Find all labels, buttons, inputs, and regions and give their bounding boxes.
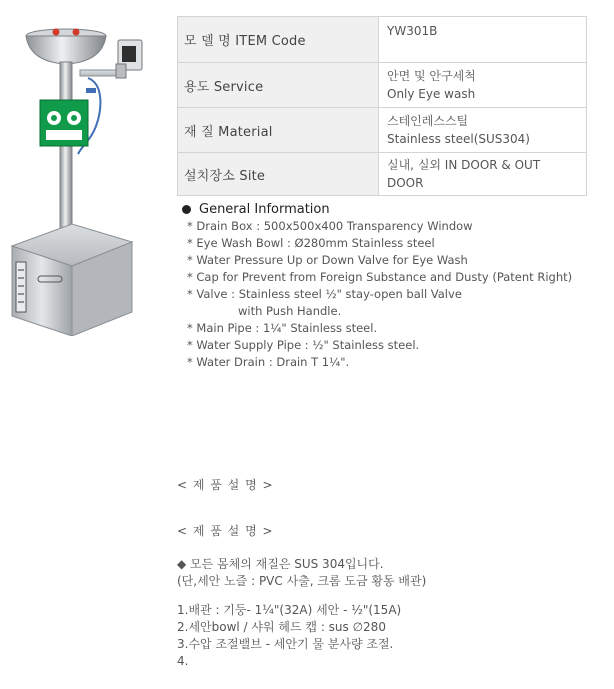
spec-value [379,108,587,153]
general-information-heading [182,202,572,217]
section-title: < 제 품 설 명 > [177,524,274,538]
info-line: * Water Drain : Drain T 1¼". [187,355,350,369]
spec-value-line: Only Eye wash [387,87,476,101]
eye-wash-bowl [26,29,106,65]
section-title: < 제 품 설 명 > [177,478,274,492]
info-line: * Eye Wash Bowl : Ø280mm Stainless steel [187,236,435,250]
info-line: * Cap for Prevent from Foreign Substance and Dusty (Patent Right) [187,270,573,284]
spec-row-service [178,63,587,108]
spec-row-item-code [178,17,587,63]
spec-value-line: 실내, 실외 IN DOOR & OUT DOOR [387,158,541,190]
info-line: * Drain Box : 500x500x400 Transparency Window [187,219,473,233]
info-line: * Water Supply Pipe : ½" Stainless steel. [187,338,420,352]
safety-sign [40,100,88,146]
bullet-icon [182,205,191,214]
spec-label: 용도 Service [178,63,379,108]
general-information-title: General Information [199,202,330,217]
material-note-line: ◆ 모든 몸체의 재질은 SUS 304입니다. [177,557,384,571]
spec-value-line: Stainless steel(SUS304) [387,132,530,146]
spec-label: 모 델 명 ITEM Code [178,17,379,63]
material-note-line: (단,세안 노즐 : PVC 사출, 크롬 도금 황동 배관) [177,574,427,588]
info-line: * Water Pressure Up or Down Valve for Eye Wash [187,253,468,267]
spec-row-material [178,108,587,153]
general-information [182,202,572,371]
material-note [177,556,426,590]
spec-value [379,17,587,63]
description-item: 1.배관 : 기둥- 1¼"(32A) 세안 - ½"(15A) [177,603,402,617]
description-item: 4. [177,654,189,668]
spec-label: 재 질 Material [178,108,379,153]
spec-value-line: 스테인레스스틸 [387,114,469,128]
spec-table [177,16,587,196]
description-list [177,602,401,670]
spec-value [379,63,587,108]
description-item: 3.수압 조절밸브 - 세안기 물 분사량 조절. [177,637,394,651]
info-line: with Push Handle. [238,304,342,318]
description-item: 2.세안bowl / 샤워 헤드 캡 : sus ∅280 [177,620,386,634]
spec-value-line: YW301B [387,24,438,38]
spec-value [379,153,587,196]
drain-box [12,224,132,336]
info-line: * Main Pipe : 1¼" Stainless steel. [187,321,378,335]
info-line: * Valve : Stainless steel ½" stay-open ball Valve [187,287,462,301]
spec-label: 설치장소 Site [178,153,379,196]
product-image [8,14,168,336]
spec-value-line: 안면 및 안구세척 [387,69,476,83]
spec-row-site [178,153,587,196]
